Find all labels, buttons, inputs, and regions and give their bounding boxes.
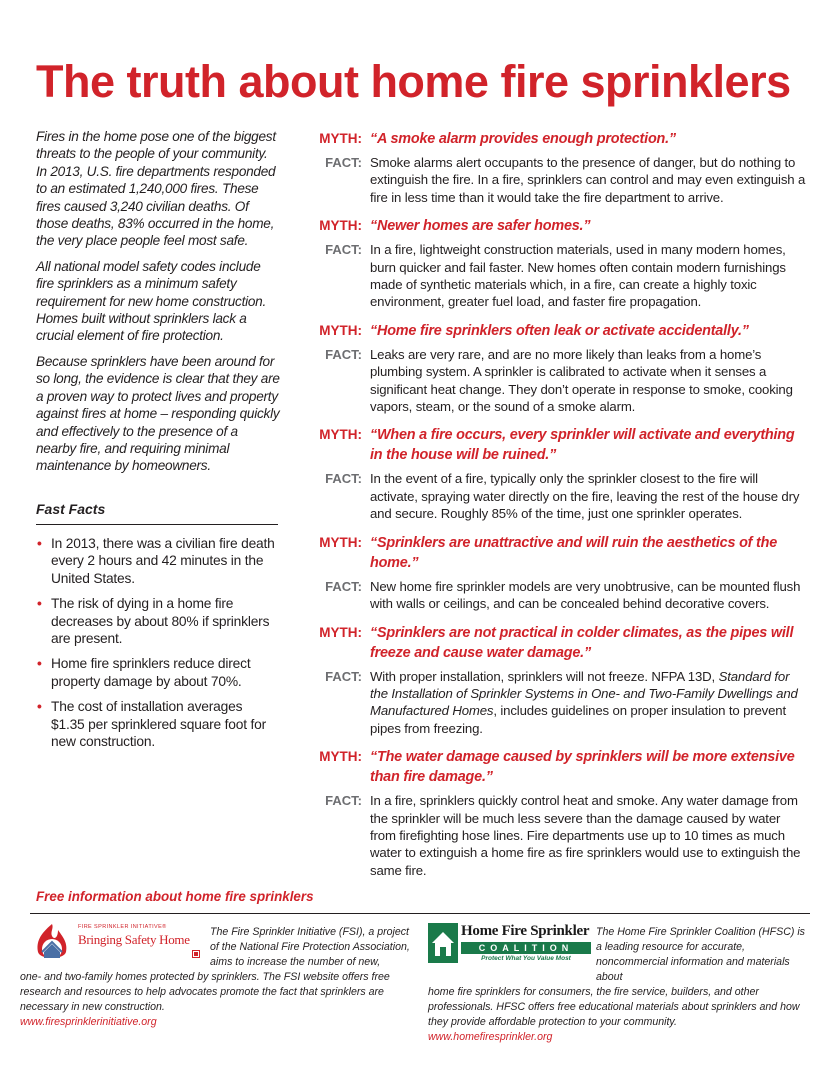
fsi-logo [32, 922, 202, 968]
bullet-icon: • [37, 536, 42, 551]
fast-fact-item [36, 535, 276, 587]
fsi-logo-small-text: FIRE SPRINKLER INITIATIVE® [78, 924, 167, 930]
intro-paragraph: Because sprinklers have been around for so long, the evidence is clear that they are a proven way to protect lives and property against fires at home – responding quickly and effectively to the presence of a nearby fire, and requiring minimal maintenance by homeowners. [36, 353, 280, 474]
fast-facts-list [36, 535, 276, 758]
myth-fact-block [308, 129, 808, 210]
fact-label: FACT: [325, 155, 362, 170]
fact-label: FACT: [325, 793, 362, 809]
fact-text: New home fire sprinkler models are very unobtrusive, can be mounted flush with walls or ceilings, and can be concealed behind decorative covers. [370, 578, 801, 612]
footer-divider [30, 913, 810, 914]
myth-label: MYTH: [319, 749, 362, 765]
myth-text: “Sprinklers are unattractive and will ruin the aesthetics of the home.” [370, 534, 778, 571]
fsi-logo-title: Bringing Safety Home [78, 932, 190, 947]
intro-paragraph: Fires in the home pose one of the biggest threats to the people of your community. In 2013, U.S. fire departments responded to an estimated 1,240,000 fires. These fires caused 3,240 civilian deaths. Of those deaths, 83% occurred in the home, the very place people feel most safe. [36, 129, 276, 249]
bullet-icon: • [37, 596, 42, 612]
footer-heading: Free information about home fire sprinklers [36, 889, 314, 904]
fast-fact-item [36, 595, 276, 647]
myth-fact-block [308, 321, 808, 420]
hfsc-logo-title: Home Fire Sprinkler [461, 923, 590, 939]
myth-text: “A smoke alarm provides enough protection.” [370, 131, 676, 147]
fast-fact-item [36, 655, 276, 690]
hfsc-website-link[interactable]: www.homefiresprinkler.org [428, 1031, 553, 1043]
fact-text-part: , includes guidelines on proper insulation to prevent pipes from freezing. [370, 703, 787, 736]
fast-fact-item [36, 698, 276, 750]
standard-title: Standard for the Installation of Sprinkler Systems in One- and Two-Family Dwellings and Manufactured Homes [370, 668, 798, 719]
fact-label: FACT: [325, 668, 362, 684]
myth-text: “The water damage caused by sprinklers will be more extensive than fire damage.” [370, 749, 795, 786]
fast-fact-text: Home fire sprinklers reduce direct property damage by about 70%. [51, 656, 251, 689]
myth-label: MYTH: [319, 427, 362, 443]
fact-text: Smoke alarms alert occupants to the presence of danger, but do nothing to extinguish the fire. In a fire, sprinklers can control and may even extinguish a fire in less time than it would take the fire department to arrive. [370, 155, 806, 205]
myth-label: MYTH: [319, 534, 362, 550]
myth-fact-block [308, 216, 808, 315]
fsi-website-link[interactable]: www.firesprinklerinitiative.org [20, 1016, 157, 1028]
hfsc-logo-band: COALITION [461, 942, 591, 954]
hfsc-lead-text: The Home Fire Sprinkler Coalition (HFSC) is a leading resource for accurate, noncommercial information and materials about [596, 926, 805, 983]
fast-facts-heading: Fast Facts [36, 501, 278, 525]
fact-text: Leaks are very rare, and are no more likely than leaks from a home’s plumbing system. A sprinkler is calibrated to activate when it senses a significant heat change. They don’t operate in response to smoke, cooking vapors, steam, or the sound of a smoke alarm. [370, 346, 793, 415]
fact-label: FACT: [325, 346, 362, 362]
hfsc-body-text: home fire sprinklers for consumers, the fire service, builders, and other professionals. HFSC offers free educational materials about sprinklers and how they provide affordable protection to your community. [428, 986, 800, 1028]
page-title: The truth about home fire sprinklers [36, 56, 791, 107]
myth-text: “When a fire occurs, every sprinkler will activate and everything in the house will be ruined.” [370, 427, 795, 464]
fact-label: FACT: [325, 471, 362, 487]
house-icon [428, 923, 458, 963]
myth-fact-column [308, 129, 808, 889]
myth-label: MYTH: [319, 131, 362, 146]
fsi-body-text: one- and two-family homes protected by sprinklers. The FSI website offers free research and resources to help advocates promote the fact that sprinklers are necessary in new construction. [20, 971, 390, 1013]
flame-house-icon [32, 922, 72, 964]
fact-text-part: With proper installation, sprinklers will not freeze. NFPA 13D, [370, 668, 719, 684]
hfsc-logo [428, 923, 594, 965]
myth-text: “Home fire sprinklers often leak or activate accidentally.” [370, 322, 749, 339]
fact-label: FACT: [325, 242, 362, 258]
myth-fact-block [308, 533, 808, 617]
intro-paragraph: All national model safety codes include fire sprinklers as a minimum safety requirement for new home construction. Homes built without sprinklers lack a crucial element of fire protection. [36, 258, 267, 344]
fact-label: FACT: [325, 578, 362, 594]
fast-fact-text: The risk of dying in a home fire decreases by about 80% if sprinklers are present. [51, 596, 270, 647]
intro-column [36, 128, 280, 483]
fsi-lead-text: The Fire Sprinkler Initiative (FSI), a project of the National Fire Protection Association, aims to increase the number of new, [210, 926, 410, 968]
fact-text: In the event of a fire, typically only the sprinkler closest to the fire will activate, spraying water directly on the fire, leaving the rest of the house dry and secure. Roughly 85% of the time, just one sprinkler operates. [370, 471, 800, 522]
fast-fact-text: The cost of installation averages $1.35 per sprinklered square foot for new construction. [51, 699, 267, 750]
fact-text: In a fire, lightweight construction materials, used in many modern homes, burn quicker and fail faster. New homes often contain modern furnishings made of synthetic materials which, in a fire, can create a highly toxic environment, greater fuel load, and faster fire propagation. [370, 242, 786, 310]
myth-fact-block [308, 425, 808, 526]
myth-label: MYTH: [319, 624, 362, 640]
myth-fact-block [308, 747, 808, 883]
nfpa-mark-icon [192, 950, 200, 958]
myth-label: MYTH: [319, 322, 362, 338]
fast-fact-text: In 2013, there was a civilian fire death every 2 hours and 42 minutes in the United States. [51, 536, 275, 586]
bullet-icon: • [37, 656, 42, 672]
bullet-icon: • [37, 699, 42, 715]
fact-text: In a fire, sprinklers quickly control heat and smoke. Any water damage from the sprinkler will be much less severe than the damage caused by water from firefighting hose lines. Fire departments use up to 10 times as much water to extinguish a home fire as fire sprinklers would use to extinguish the same fire. [370, 793, 801, 878]
fact-text [370, 668, 808, 738]
myth-text: “Newer homes are safer homes.” [370, 218, 591, 235]
hfsc-logo-tagline: Protect What You Value Most [481, 955, 571, 962]
myth-label: MYTH: [319, 218, 362, 234]
myth-text: “Sprinklers are not practical in colder climates, as the pipes will freeze and cause water damage.” [370, 624, 794, 661]
myth-fact-block [308, 623, 808, 742]
